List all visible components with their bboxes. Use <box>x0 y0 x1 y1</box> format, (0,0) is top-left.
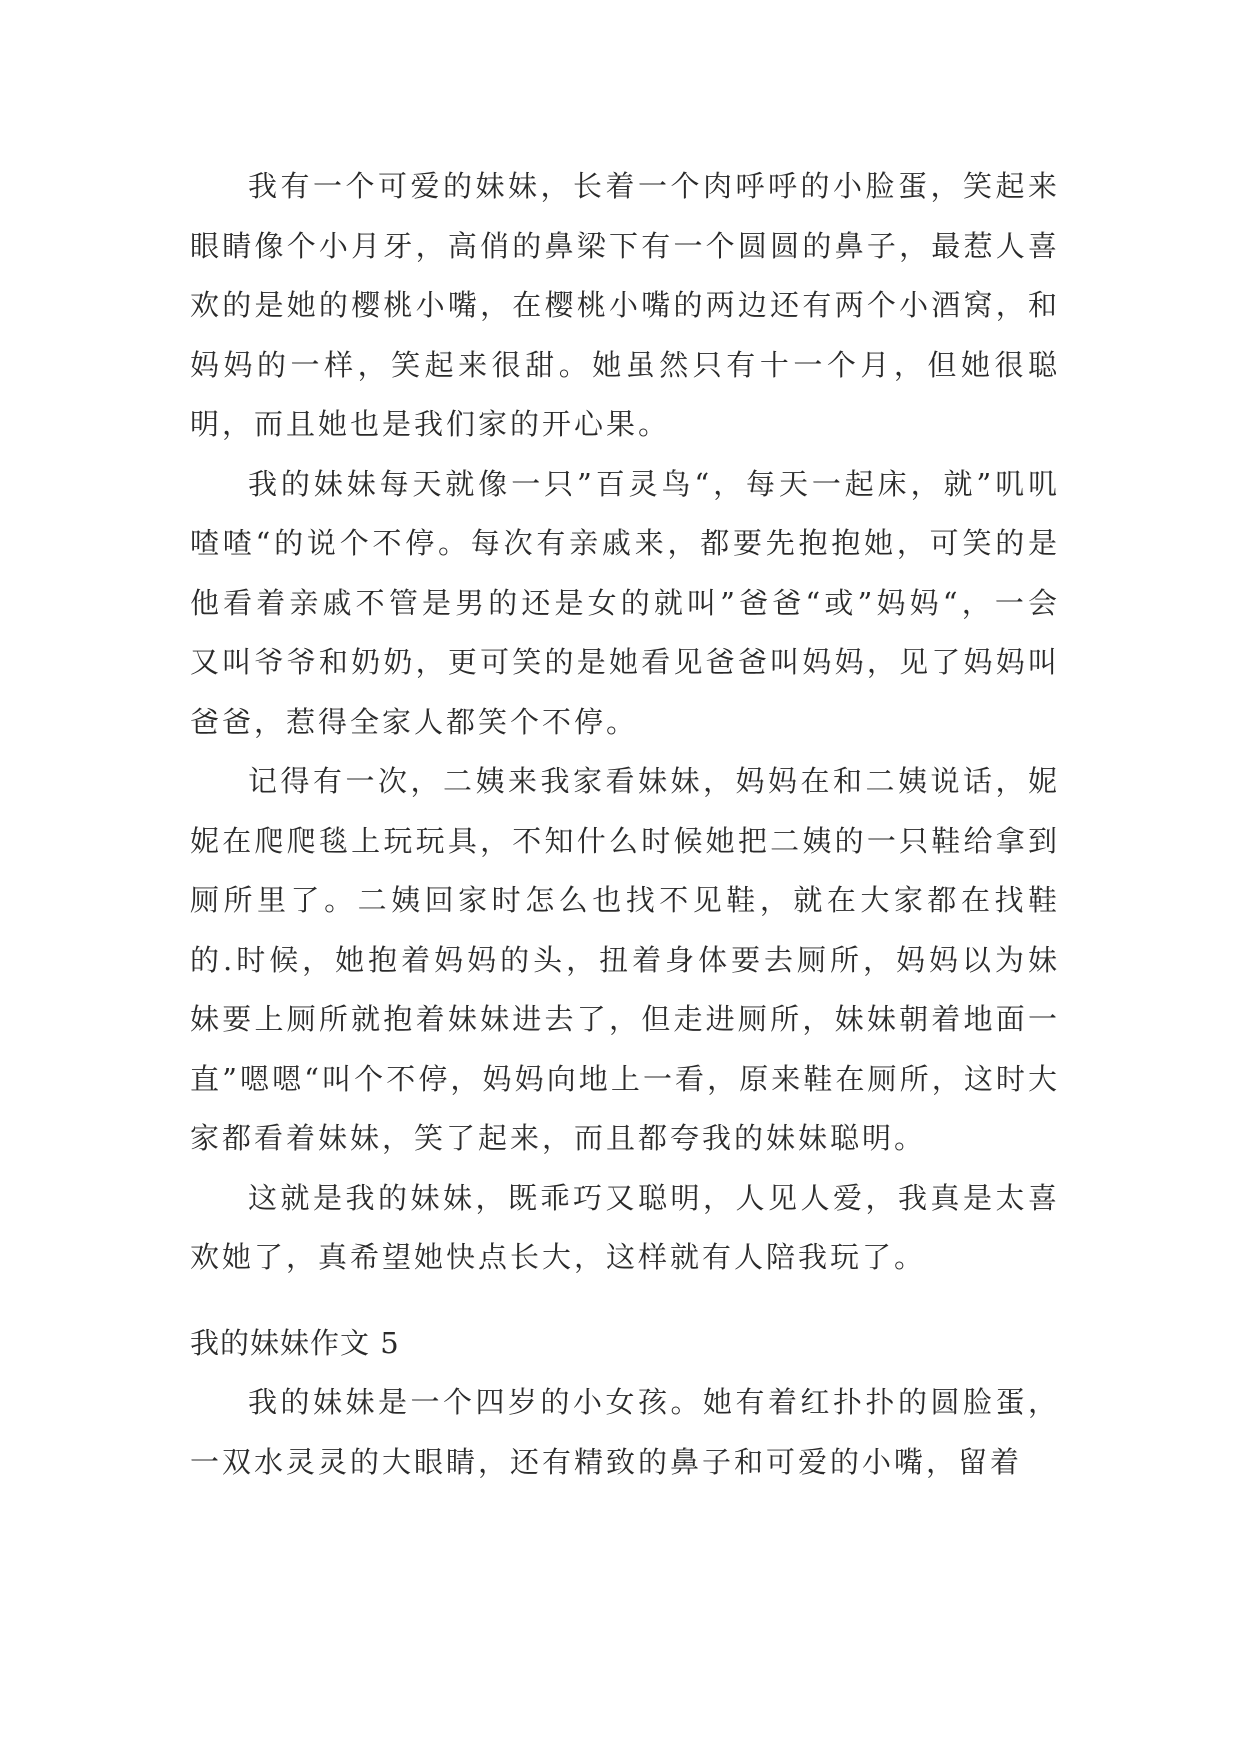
document-body <box>190 157 1060 1492</box>
paragraph-3: 记得有一次，二姨来我家看妹妹，妈妈在和二姨说话，妮妮在爬爬毯上玩玩具，不知什么时候她把二姨的一只鞋给拿到厕所里了。二姨回家时怎么也找不见鞋，就在大家都在找鞋的.时候，她抱着妈妈的头，扭着身体要去厕所，妈妈以为妹妹要上厕所就抱着妹妹进去了，但走进厕所，妹妹朝着地面一直”嗯嗯“叫个不停，妈妈向地上一看，原来鞋在厕所，这时大家都看着妹妹，笑了起来，而且都夸我的妹妹聪明。 <box>190 764 1060 1155</box>
section-paragraph-1: 我的妹妹是一个四岁的小女孩。她有着红扑扑的圆脸蛋，一双水灵灵的大眼睛，还有精致的鼻子和可爱的小嘴，留着 <box>190 1385 1060 1479</box>
section-title: 我的妹妹作文 5 <box>190 1325 400 1360</box>
paragraph-1: 我有一个可爱的妹妹，长着一个肉呼呼的小脸蛋，笑起来眼睛像个小月牙，高俏的鼻梁下有一个圆圆的鼻子，最惹人喜欢的是她的樱桃小嘴，在樱桃小嘴的两边还有两个小酒窝，和妈妈的一样，笑起来很甜。她虽然只有十一个月，但她很聪明，而且她也是我们家的开心果。 <box>190 169 1060 441</box>
paragraph-4: 这就是我的妹妹，既乖巧又聪明，人见人爱，我真是太喜欢她了，真希望她快点长大，这样就有人陪我玩了。 <box>190 1180 1060 1274</box>
paragraph-2: 我的妹妹每天就像一只”百灵鸟“，每天一起床，就”叽叽喳喳“的说个不停。每次有亲戚来，都要先抱抱她，可笑的是他看着亲戚不管是男的还是女的就叫”爸爸“或”妈妈“，一会又叫爷爷和奶奶，更可笑的是她看见爸爸叫妈妈，见了妈妈叫爸爸，惹得全家人都笑个不停。 <box>190 466 1060 739</box>
